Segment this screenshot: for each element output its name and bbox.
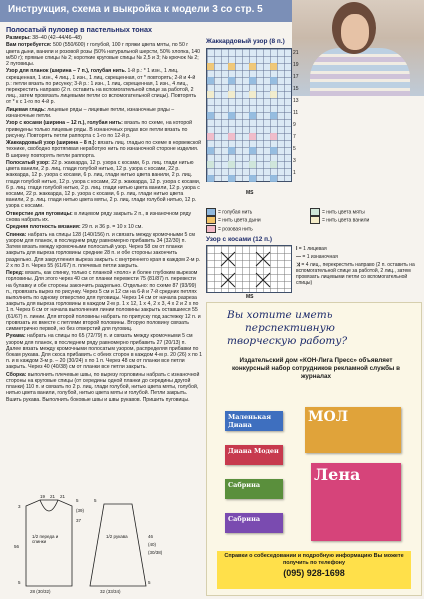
instructions-text	[6, 35, 202, 403]
jacquard-band	[207, 112, 291, 119]
jacquard-band	[207, 175, 291, 182]
measurement: 19	[40, 494, 46, 499]
jacquard-band	[207, 147, 291, 154]
row-number: 17	[293, 74, 299, 80]
instruction-paragraph	[6, 270, 202, 332]
jacquard-band	[207, 161, 291, 168]
paragraph-text: 22 р. жаккарда, 12 р. узора с косами, 6 р. лиц. глади нитью цвета ванили, 2 р. лиц. глади голубой нитью, 12 р. узора с косами, 22 р. жаккарда, 12 р. узора с косами, 6 р. лиц. глади нитью цвета ванили, 2 р. лиц. глади голубой нитью, 12 р. узора с косами, 22 р. жаккарда, 12 р. узора с косами, 6 р. лиц. глади голубой нитью, 2 р. лиц. глади нитью цвета ванили, 12 р. узора с косами, 22 р. жаккарда, 12 р. узора с косами, 6 р. лиц. глади нитью цвета ванили, 2 р. лиц. глади нитью цвета мяты, 2 р. лиц. глади голубой нитью, 12 р. узора с косами.	[6, 159, 201, 210]
legend-swatch	[206, 225, 216, 233]
header-bar	[0, 0, 292, 22]
legend-label: = нить цвета дыни	[218, 217, 261, 224]
cable-symbol: I	[296, 246, 298, 252]
paragraph-text: набрать на спицы по 65 (72/79) п. и связать между кромочными 5 см узором для планок, в последнем ряду равномерно прибавить 27 (20/13) п. Далее вязать между кромочными полосатым узором, распределяя прибавки по бокам рукава. Для скоса прибавить с обеих сторон в каждом 4-м р. 20 (26) х по 1 п. и в каждом 3-м р. – 20 (30/24) х по 1 п. Через 48 см от планки все петли закрыть. Через 40 (40/38) см от планки все петли закрыть.	[6, 333, 203, 371]
cable-legend-label: = 1 изнаночная	[302, 254, 338, 260]
row-number: 21	[293, 50, 299, 56]
row-number: 11	[293, 110, 299, 116]
instruction-paragraph	[6, 35, 202, 41]
legend-label: = голубая нить	[218, 209, 253, 216]
legend-swatch	[206, 208, 216, 216]
instruction-paragraph	[6, 107, 202, 119]
row-number: 19	[293, 62, 299, 68]
legend-label: = нить цвета ванили	[322, 217, 370, 224]
cable-legend-item	[296, 246, 420, 252]
jacquard-chart	[206, 48, 292, 182]
paragraph-text: вязать лиц. гладью по схеме в норвежской технике, свободно протягивая неработую нить по изнаночной стороне изделия. В ширину повторять петли раппорта.	[6, 140, 201, 159]
legend-item	[206, 216, 310, 224]
paragraph-label: Отверстие для пуговицы:	[6, 210, 73, 217]
instruction-paragraph	[6, 120, 202, 139]
advertisement	[206, 302, 422, 596]
paragraph-text: вязать, как спинку, только с планкой «поло» и более глубоким вырезом горловины. Для этого через 40 см от планки перевести 75 (81/87) п. перевести на булавку и обе стороны закончить раздельно. Отдельно: по схеме 87 (93/99) п., провязать вырез по рисунку. Через 5 см и 12 см на 6-й и 7-й средних петлях выполнить по одному отверстию для пуговицы. Через 14 см от начала разреза закрыть для выреза горловины в каждом 2-м р. 1 х 12, 1 х 4, 2 х 3, 4 х 2 и 2 х по 1 п. Через 6 см от начала выполнения линии половины закрыть оставшиеся 55 (61/67) п. линии. Для второй половины набрать по припуску под застежку 12 п. и провязать их вместе с петлями второй половины. Вторую половину связать симметрично первой, но без отверстий для пуговиц.	[6, 270, 201, 333]
row-number: 13	[293, 98, 299, 104]
measurement: 5	[148, 580, 151, 585]
magazine-covers	[225, 407, 403, 547]
ad-heading-line: перспективную	[245, 322, 335, 334]
paragraph-label: Средняя плотность вязания:	[6, 224, 81, 231]
row-number: 9	[293, 122, 296, 128]
measurement: 21	[50, 494, 56, 499]
pattern-diagram	[6, 494, 202, 597]
cables-chart	[206, 245, 292, 293]
paragraph-text: 500 (550/600) г голубой, 100 г пряжи цвета мяты, по 50 г цвета дыни, ванили и розовой розы (50% натуральной шерсти, 50% хлопка, 140 м/50 г); прямые спицы № 2; короткие круговые спицы № 2,5 и 3; № крючок № 2; 2 пуговицы.	[6, 42, 201, 67]
paragraph-label: Узор с косами (ширина – 12 п.), голубая нить:	[6, 120, 123, 127]
paragraph-label: Размеры:	[6, 35, 31, 41]
paragraph-text: 29 п. и 36 р. = 10 х 10 см.	[82, 224, 143, 231]
ad-contact-text: Справки о собеседовании и подробную информацию Вы можете получить по телефону	[224, 553, 404, 566]
paragraph-label: Жаккардовый узор (ширина – 8 п.):	[6, 140, 97, 147]
legend-swatch	[310, 216, 320, 224]
magazine-cover: Сабрина	[225, 513, 283, 533]
jacquard-band	[207, 91, 291, 98]
cables-title: Узор с косами (12 п.)	[206, 236, 273, 243]
paragraph-label: Узор для планок (ширина – 7 п.), голубая нить.	[6, 68, 127, 75]
ad-heading	[227, 309, 407, 348]
measurement: (30/38)	[148, 550, 163, 555]
legend-swatch	[206, 216, 216, 224]
ad-body: Издательский дом «КОН-Лига Пресс» объявляет конкурсный набор сотрудников рекламной службы в журналах	[231, 357, 401, 380]
row-number: 15	[293, 86, 299, 92]
paragraph-text: в лицевом ряду закрыть 2 п., в изнаночном ряду снова набрать их.	[6, 210, 192, 223]
instruction-paragraph	[6, 68, 202, 105]
instruction-paragraph	[6, 140, 202, 159]
instruction-paragraph	[6, 232, 202, 269]
ad-phone: (095) 928-1698	[283, 568, 345, 578]
paragraph-text: вязать по схеме, на которой приведены только лицевые ряды. В изнаночных рядах все петли вязать по рисунку. Повторять петли раппорта с 1-го по 12-й р.	[6, 120, 193, 139]
cable-symbol: —	[296, 254, 301, 260]
ad-contact	[217, 551, 411, 589]
paragraph-label: Лицевая гладь:	[6, 106, 46, 113]
model-photo	[292, 0, 424, 96]
cable-legend-label: = 4 лиц., перекрестить направо (2 п. оставить на вспомогательной спице за работой, 2 лиц., затем провязать лицевыми петли со вспомогательной спицы)	[296, 262, 415, 286]
row-number: 5	[293, 146, 296, 152]
measurement: 46	[148, 534, 154, 539]
measurement: 21	[60, 494, 66, 499]
measurement: 56	[14, 544, 20, 549]
measurement: 32 (33/34)	[100, 589, 121, 594]
paragraph-text: лицевые ряды – лицевые петли, изнаночные ряды – изнаночные петли.	[6, 106, 175, 119]
face	[341, 14, 369, 50]
measurement: 28 (30/32)	[30, 589, 51, 594]
magazine-cover: Диана Моден	[225, 445, 283, 465]
paragraph-text: 38–40 (42–44/46–48)	[32, 35, 82, 41]
paragraph-label: Вам потребуется:	[6, 42, 52, 49]
jacquard-band	[207, 63, 291, 70]
magazine-cover: Лена	[311, 463, 401, 541]
instruction-paragraph	[6, 211, 202, 223]
article-title: Полосатый пуловер в пастельных тонах	[6, 25, 152, 34]
measurement: 5	[76, 498, 79, 503]
instruction-paragraph	[6, 333, 202, 370]
striped-sweater	[310, 48, 410, 96]
jacquard-band	[207, 133, 291, 140]
paragraph-text: 1-й р.: * 1 изн., 1 лиц. скрещенная, 1 изн., 4 лиц., 1 изн., 1 лиц. скрещенная, от * повторять; 2-й и 4-й р.: петли вязать по рисунку; 3-й р.: 1 изн., 1 лиц. скрещенная, 1 изн., 4 лиц., перекрестить направо (2 п. оставить на вспомогательной спице за работой, 2 лиц., затем провязать лицевыми петли со вспомогательной спицы). Повторять от * к с 1-го по 4-й р.	[6, 68, 197, 106]
ad-heading-line: Вы хотите иметь	[227, 309, 333, 321]
instruction-paragraph	[6, 160, 202, 210]
measurement: 37	[76, 518, 82, 523]
ad-heading-line: творческую работу?	[227, 335, 348, 347]
legend-item	[206, 225, 310, 233]
instruction-paragraph	[6, 224, 202, 230]
cables-ms-label: MS	[246, 294, 254, 300]
measurement: 5	[94, 498, 97, 503]
legend-item	[310, 216, 414, 224]
measurement: 3	[18, 504, 21, 509]
magazine-cover: Сабрина	[225, 479, 283, 499]
cable-crossings	[207, 246, 291, 292]
cable-legend-item	[296, 254, 420, 260]
paragraph-label: Сборка:	[6, 371, 27, 378]
legend-swatch	[310, 208, 320, 216]
instruction-paragraph	[6, 372, 202, 403]
page-title: Инструкция, схема и выкройка к модели 3 со стр. 5	[8, 4, 263, 15]
pattern-shapes	[6, 494, 202, 597]
legend-label: = нить цвета мяты	[322, 209, 365, 216]
paragraph-label: Полосатый узор:	[6, 159, 50, 166]
measurement: (39)	[76, 508, 85, 513]
magazine-cover: МОЛ	[305, 407, 401, 453]
cables-legend	[296, 246, 420, 288]
color-legend	[206, 208, 420, 233]
cable-symbol: ⤨	[296, 262, 301, 268]
instructions-column	[6, 26, 202, 404]
jacquard-title: Жаккардовый узор (8 п.)	[206, 38, 285, 45]
row-number: 3	[293, 158, 296, 164]
jacquard-band	[207, 77, 291, 84]
measurement: (40)	[148, 542, 157, 547]
jacquard-ms-label: MS	[246, 190, 254, 196]
front-back-label: 1/2 переда и спинки	[32, 534, 59, 544]
paragraph-text: набрать на спицы 128 (140/156) п. и связать между кромочными 5 см узором для планок, в последнем ряду равномерно прибавить 34 (32/30) п. Затем вязать между кромочными полосатый узор. Через 58 см от планки закрыть для выреза горловины средние 28 п. и обе стороны закончить раздельно. Для закругления выреза закрыть с внутреннего края в каждом 2-м р. 2 х по 3 п. Через 55 (61/67) п. плечевых петли закрыть.	[6, 231, 201, 269]
row-number: 7	[293, 134, 296, 140]
measurement: 5	[18, 580, 21, 585]
legend-item	[310, 208, 414, 216]
paragraph-label: Спинка:	[6, 231, 27, 238]
magazine-cover: Маленькая Диана	[225, 411, 283, 431]
instruction-paragraph	[6, 42, 202, 67]
paragraph-text: выполнить плечевые швы, по вырезу горловины набрать с изнаночной стороны на круговые спицы (от середины одной планки до середины другой планки) 110 п. и связать по 2 р. лиц. глади голубой, нитью цвета мяты, голубой, нитью цвета ванили, голубой, нитью цвета мяты и голубой. Петли закрыть. Вшить рукава. Выполнить боковые швы и швы рукавов. Пришить пуговицы.	[6, 371, 200, 403]
paragraph-label: Перед:	[6, 270, 24, 277]
row-number: 1	[293, 170, 296, 176]
cable-legend-label: = 1 лицевая	[298, 246, 327, 252]
sleeve-label: 1/2 рукава	[106, 534, 128, 539]
cable-legend-item	[296, 262, 420, 286]
legend-item	[206, 208, 310, 216]
paragraph-label: Рукава:	[6, 333, 26, 340]
legend-label: = розовая нить	[218, 225, 253, 232]
